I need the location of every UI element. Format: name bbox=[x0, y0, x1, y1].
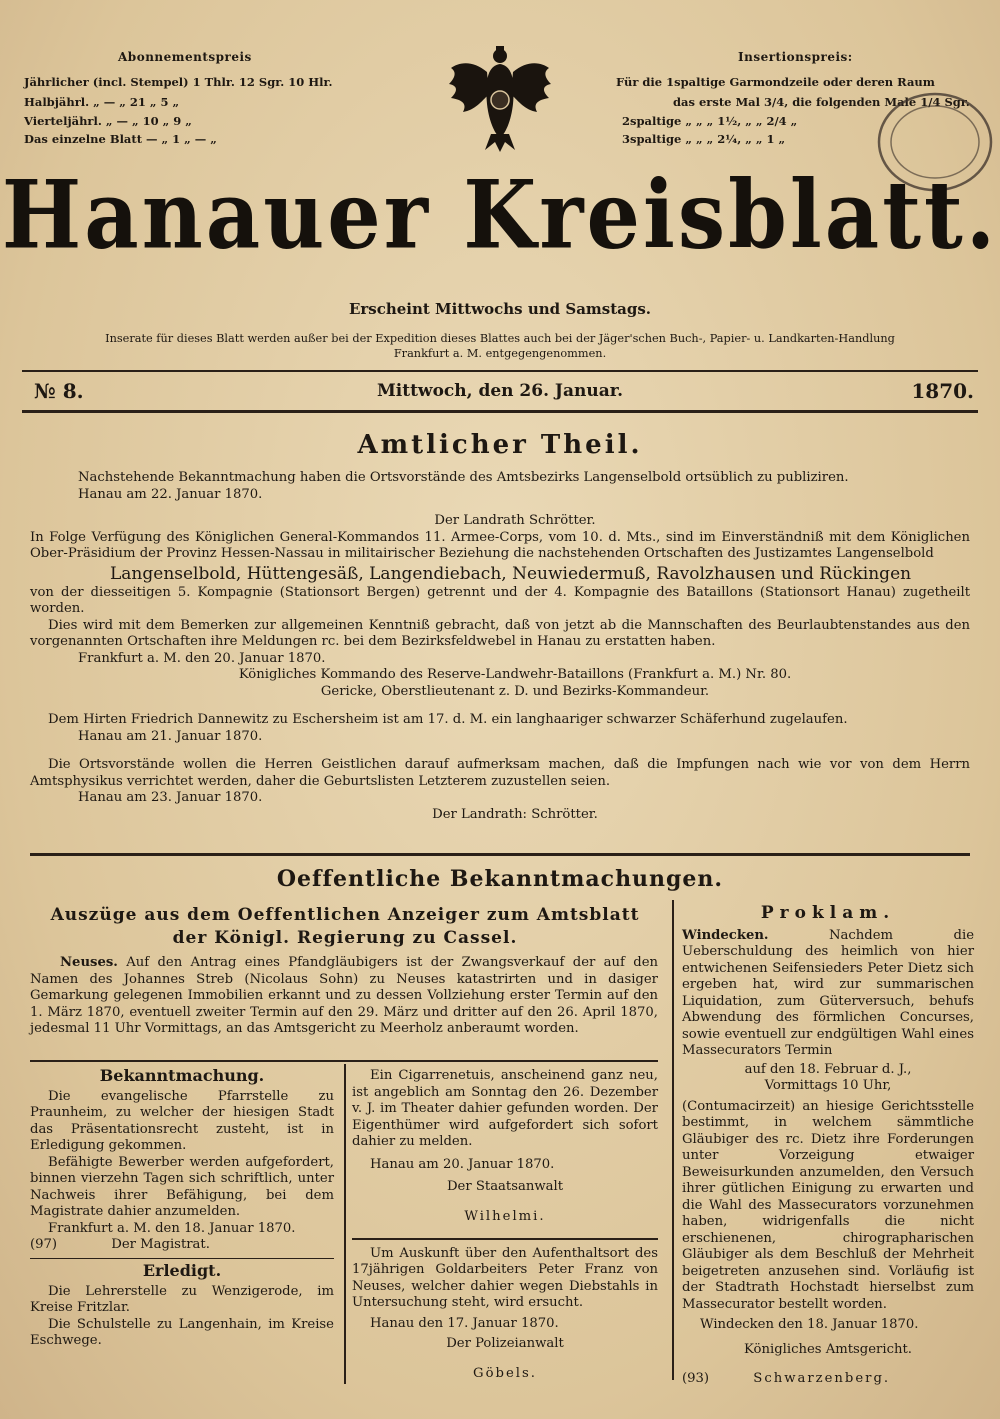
proklam-date: Windecken den 18. Januar 1870. bbox=[700, 1317, 919, 1332]
notice-text: Die Ortsvorstände wollen die Herren Geistlichen darauf aufmerksam machen, daß die Impfungen nach wie vor von dem Herrn Amtsphysikus verrichtet werden, daher die Geburtslisten Letzterem zuzustellen seien. bbox=[30, 757, 970, 789]
notice-text: Dies wird mit dem Bemerken zur allgemeinen Kenntniß gebracht, daß von jetzt ab die Mannschaften des Beurlaubtenstandes aus den vorgenannten Ortschaften ihre Meldungen rc. bei dem Bezirksfeldwebel in Hanau zu erstatten haben. bbox=[30, 617, 970, 649]
cigarren-block bbox=[352, 1068, 658, 1396]
notice-signature: Der Landrath Schrötter. bbox=[434, 513, 596, 528]
bekanntmachung-text: Befähigte Bewerber werden aufgefordert, binnen vierzehn Tagen sich schriftlich, unter Nachweis ihrer Befähigung, bei dem Magistrate dahier anzumelden. bbox=[30, 1154, 334, 1219]
notice-text: Nachstehende Bekanntmachung haben die Ortsvorstände des Amtsbezirks Langenselbold ortsüblich zu publiziren. bbox=[78, 470, 849, 485]
proklam-lead: Windecken. bbox=[682, 927, 769, 943]
proklam-block bbox=[682, 905, 974, 1388]
bekanntmachung-footer bbox=[30, 1237, 334, 1254]
auskunft-signature-name: Göbels. bbox=[473, 1366, 537, 1382]
cigarren-signature: Der Staatsanwalt bbox=[446, 1179, 564, 1194]
subcolumn-divider bbox=[344, 1064, 346, 1384]
proklam-text: Nachdem die Ueberschuldung des heimlich von hier entwichenen Seifensieders Peter Dietz sich ergeben hat, wird zur summarischen Liquidation, zum Güterversuch, behufs Abwendung des förmlichen Concurses, sowie eventuell zur endgültigen Wahl eines Massecurators Termin bbox=[682, 927, 974, 1058]
auskunft-date: Hanau den 17. Januar 1870. bbox=[370, 1315, 559, 1331]
bekanntmachung-date: Frankfurt a. M. den 18. Januar 1870. bbox=[48, 1220, 296, 1236]
bekanntmachung-text: Die evangelische Pfarrstelle zu Praunheim, zu welcher der hiesigen Stadt das Präsentationsrecht zusteht, ist in Erledigung gekommen. bbox=[30, 1088, 334, 1153]
proklam-number: (93) bbox=[682, 1371, 710, 1387]
erledigt-rule bbox=[30, 1258, 334, 1260]
subscription-heading: Abonnementspreis bbox=[118, 50, 252, 64]
notice-date: Hanau am 22. Januar 1870. bbox=[78, 486, 263, 502]
insertion-row: 3spaltige „ „ „ 2¼, „ „ 1 „ bbox=[622, 132, 786, 146]
bekanntmachung-signature: Der Magistrat. bbox=[111, 1237, 210, 1252]
newspaper-title: Hanauer Kreisblatt. bbox=[1, 159, 999, 270]
proklam-signature-name: Schwarzenberg. bbox=[753, 1371, 891, 1387]
subscription-row: Halbjährl. „ — „ 21 „ 5 „ bbox=[24, 95, 180, 109]
inserate-line-2: Frankfurt a. M. entgegengenommen. bbox=[393, 347, 607, 360]
amtlicher-heading: Amtlicher Theil. bbox=[357, 430, 643, 460]
auszuege-heading-2: der Königl. Regierung zu Cassel. bbox=[172, 928, 518, 948]
masthead-rule-top bbox=[22, 370, 978, 372]
notice-text: von der diesseitigen 5. Kompagnie (Stationsort Bergen) getrennt und der 4. Kompagnie des Bataillons (Stationsort Hanau) zugetheilt worden. bbox=[30, 584, 970, 616]
proklam-termin: auf den 18. Februar d. J., bbox=[744, 1061, 912, 1077]
erledigt-text: Die Lehrerstelle zu Wenzigerode, im Kreise Fritzlar. bbox=[30, 1283, 334, 1315]
notice-date: Frankfurt a. M. den 20. Januar 1870. bbox=[78, 650, 326, 666]
bekanntmachung-block bbox=[30, 1068, 334, 1350]
proklam-heading: Proklam. bbox=[760, 903, 896, 923]
subscription-row: Jährlicher (incl. Stempel) 1 Thlr. 12 Sgr. 10 Hlr. bbox=[24, 75, 333, 89]
masthead-rule-bottom bbox=[22, 410, 978, 413]
proklam-intro bbox=[682, 928, 974, 1060]
eagle-emblem-icon bbox=[445, 42, 555, 154]
issue-number: № 8. bbox=[34, 379, 84, 403]
notice-signature: Königliches Kommando des Reserve-Landwehr-Bataillons (Frankfurt a. M.) Nr. 80. bbox=[238, 667, 792, 682]
neuses-text: Auf den Antrag eines Pfandgläubigers ist der Zwangsverkauf der auf den Namen des Johannes Streb (Nicolaus Sohn) zu Neuses katastrirten und in dasiger Gemarkung gelegenen Immobilien erkannt und zu dessen Vollziehung erster Termin auf den 1. März 1870, eventuell zweiter Termin auf den 29. März und dritter auf den 26. April 1870, jedesmal 11 Uhr Vormittags, an das Amtsgericht zu Meerholz anberaumt worden. bbox=[30, 955, 658, 1036]
auskunft-signature: Der Polizeianwalt bbox=[446, 1336, 564, 1352]
auskunft-rule bbox=[352, 1238, 658, 1240]
bekanntmachung-number: (97) bbox=[30, 1237, 58, 1252]
notice-signature: Gericke, Oberstlieutenant z. D. und Bezirks-Kommandeur. bbox=[320, 683, 710, 699]
cigarren-signature-name: Wilhelmi. bbox=[464, 1208, 546, 1224]
insertion-row: das erste Mal 3/4, die folgenden Male 1/4 Sgr. bbox=[673, 95, 970, 109]
insertion-row: Für die 1spaltige Garmondzeile oder deren Raum bbox=[616, 75, 935, 89]
notice-places: Langenselbold, Hüttengesäß, Langendiebach, Neuwiedermuß, Ravolzhausen und Rückingen bbox=[110, 563, 912, 584]
oeffentlich-heading: Oeffentliche Bekanntmachungen. bbox=[276, 866, 724, 892]
notice-text: In Folge Verfügung des Königlichen General-Kommandos 11. Armee-Corps, vom 10. d. Mts., sind im Einverständniß mit dem Königlichen Ober-Präsidium der Provinz Hessen-Nassau in militairischer Beziehung die nachstehenden Ortschaften des Justizamtes Langenselbold bbox=[30, 529, 970, 561]
proklam-termin-time: Vormittags 10 Uhr, bbox=[764, 1078, 892, 1093]
auszuege-heading: Auszüge aus dem Oeffentlichen Anzeiger zum Amtsblatt bbox=[50, 905, 640, 925]
erledigt-heading: Erledigt. bbox=[142, 1261, 222, 1280]
neuses-notice bbox=[30, 955, 658, 1038]
insertion-heading: Insertionspreis: bbox=[738, 50, 853, 64]
auskunft-text: Um Auskunft über den Aufenthaltsort des 17jährigen Goldarbeiters Peter Franz von Neuses, welcher dahier wegen Diebstahls in Untersuchung steht, wird ersucht. bbox=[352, 1245, 658, 1311]
subcolumn-rule bbox=[30, 1060, 658, 1062]
neuses-lead: Neuses. bbox=[60, 955, 118, 970]
notice-text: Dem Hirten Friedrich Dannewitz zu Eschersheim ist am 17. d. M. ein langhaariger schwarzer Schäferhund zugelaufen. bbox=[48, 712, 848, 727]
erledigt-text: Die Schulstelle zu Langenhain, im Kreise Eschwege. bbox=[30, 1316, 334, 1348]
subscription-row: Vierteljährl. „ — „ 10 „ 9 „ bbox=[24, 114, 192, 128]
proklam-footer bbox=[682, 1371, 974, 1388]
amtlicher-body bbox=[30, 470, 970, 823]
issue-year: 1870. bbox=[911, 379, 974, 403]
notice-date: Hanau am 23. Januar 1870. bbox=[78, 790, 263, 805]
insertion-row: 2spaltige „ „ „ 1½, „ „ 2/4 „ bbox=[622, 114, 798, 128]
issue-date: Mittwoch, den 26. Januar. bbox=[376, 381, 624, 401]
inserate-line: Inserate für dieses Blatt werden außer bei der Expedition dieses Blattes auch bei der Jäger'schen Buch-, Papier- u. Landkarten-Handlung bbox=[105, 332, 895, 345]
notice-signature: Der Landrath: Schrötter. bbox=[432, 806, 598, 822]
proklam-signature: Königliches Amtsgericht. bbox=[744, 1341, 912, 1357]
column-divider bbox=[672, 900, 674, 1380]
notice-date: Hanau am 21. Januar 1870. bbox=[78, 728, 263, 744]
proklam-text-2: (Contumacirzeit) an hiesige Gerichtsstelle bestimmt, in welchem sämmtliche Gläubiger des rc. Dietz ihre Forderungen unter Vorzeigung etwaiger Beweisurkunden anzumelden, den Versuch ihrer gütlichen Einigung zu erwarten und die Wahl des Massecurators vorzunehmen haben, widrigenfalls die nicht erschienenen, chirographarischen Gläubiger als dem Beschluß der Mehrheit beigetreten anzusehen sind. Vorläufig ist der Stadtrath Hochstadt hierselbst zum Massecurator bestellt worden. bbox=[682, 1098, 974, 1312]
schedule-line: Erscheint Mittwochs und Samstags. bbox=[348, 300, 652, 318]
cigarren-text: Ein Cigarrenetuis, anscheinend ganz neu, ist angeblich am Sonntag den 26. Dezember v. J. im Theater dahier gefunden worden. Der Eigenthümer wird aufgefordert sich sofort dahier zu melden. bbox=[352, 1068, 658, 1149]
bekanntmachung-heading: Bekanntmachung. bbox=[99, 1066, 265, 1085]
section-rule bbox=[30, 853, 970, 856]
subscription-row: Das einzelne Blatt — „ 1 „ — „ bbox=[24, 132, 217, 146]
cigarren-date: Hanau am 20. Januar 1870. bbox=[370, 1156, 555, 1172]
